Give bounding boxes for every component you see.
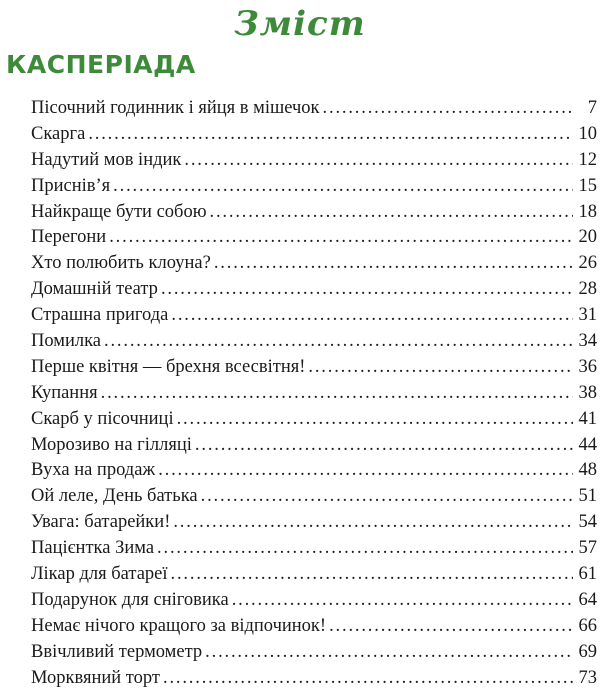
toc-entry bbox=[31, 253, 597, 279]
toc-entry-title: Вуха на продаж bbox=[31, 460, 156, 481]
dot-leader bbox=[171, 564, 573, 585]
toc-entry-page-number: 57 bbox=[578, 538, 597, 559]
toc-entry bbox=[31, 435, 597, 461]
toc-entry-title: Лікар для батареї bbox=[31, 564, 168, 585]
toc-entry-title: Домашній театр bbox=[31, 279, 158, 300]
toc-entry bbox=[31, 124, 597, 150]
toc-entry-page-number: 7 bbox=[587, 98, 597, 118]
toc-entry bbox=[31, 227, 597, 253]
toc-entry-title: Надутий мов індик bbox=[31, 149, 182, 170]
toc-entry-title: Страшна пригода bbox=[31, 305, 169, 326]
toc-entry-title: Подарунок для сніговика bbox=[31, 589, 229, 610]
dot-leader bbox=[163, 668, 573, 689]
toc-entry-page-number: 26 bbox=[578, 253, 597, 274]
toc-entry bbox=[31, 357, 597, 383]
dot-leader bbox=[308, 357, 573, 378]
dot-leader bbox=[329, 616, 573, 637]
toc-entry-title: Пацієнтка Зима bbox=[31, 538, 155, 559]
toc-entry bbox=[31, 409, 597, 435]
toc-entry-title: Ой леле, День батька bbox=[31, 486, 198, 507]
toc-entry-page-number: 38 bbox=[578, 382, 597, 403]
toc-entry-page-number: 36 bbox=[578, 356, 597, 377]
toc-entry-page-number: 41 bbox=[578, 408, 597, 429]
toc-entry-page-number: 34 bbox=[578, 331, 597, 352]
toc-entry-title: Немає нічого кращого за відпочинок! bbox=[31, 615, 327, 636]
toc-entry bbox=[31, 279, 597, 305]
toc-entry-title: Перегони bbox=[31, 227, 107, 248]
dot-leader bbox=[232, 590, 573, 611]
toc-entry bbox=[31, 305, 597, 331]
toc-entry-page-number: 64 bbox=[578, 589, 597, 610]
dot-leader bbox=[158, 460, 573, 481]
toc-entry-page-number: 28 bbox=[578, 279, 597, 300]
toc-entry-page-number: 31 bbox=[578, 305, 597, 326]
dot-leader bbox=[210, 202, 573, 223]
dot-leader bbox=[109, 227, 573, 248]
dot-leader bbox=[173, 512, 573, 533]
toc-entry bbox=[31, 202, 597, 228]
toc-entry-page-number: 18 bbox=[578, 201, 597, 222]
toc-entry-page-number: 66 bbox=[578, 615, 597, 636]
page-title: Зміст bbox=[234, 4, 366, 44]
dot-leader bbox=[157, 538, 573, 559]
toc-entry bbox=[31, 564, 597, 590]
toc-entry bbox=[31, 460, 597, 486]
toc-entry-title: Морозиво на гілляці bbox=[31, 434, 192, 455]
dot-leader bbox=[161, 279, 573, 300]
section-title: КАСПЕРІАДА bbox=[6, 50, 196, 79]
toc-list bbox=[31, 98, 597, 693]
toc-entry bbox=[31, 642, 597, 668]
toc-entry-title: Купання bbox=[31, 382, 98, 403]
toc-entry-title: Пісочний годинник і яйця в мішечок bbox=[31, 98, 320, 118]
toc-entry bbox=[31, 383, 597, 409]
toc-entry-title: Морквяний торт bbox=[31, 667, 160, 688]
toc-entry bbox=[31, 616, 597, 642]
toc-entry-page-number: 54 bbox=[578, 512, 597, 533]
dot-leader bbox=[205, 642, 573, 663]
toc-entry-page-number: 61 bbox=[578, 564, 597, 585]
toc-entry-title: Хто полюбить клоуна? bbox=[31, 253, 211, 274]
toc-entry-page-number: 10 bbox=[578, 123, 597, 144]
dot-leader bbox=[323, 98, 573, 119]
toc-entry-page-number: 15 bbox=[578, 175, 597, 196]
dot-leader bbox=[177, 409, 573, 430]
toc-entry bbox=[31, 98, 597, 124]
toc-entry-page-number: 12 bbox=[578, 149, 597, 170]
toc-entry-page-number: 69 bbox=[578, 641, 597, 662]
toc-entry-page-number: 48 bbox=[578, 460, 597, 481]
toc-entry-title: Скарб у пісочниці bbox=[31, 408, 174, 429]
toc-entry bbox=[31, 331, 597, 357]
toc-entry-page-number: 20 bbox=[578, 227, 597, 248]
dot-leader bbox=[113, 176, 573, 197]
toc-entry bbox=[31, 590, 597, 616]
toc-entry bbox=[31, 150, 597, 176]
toc-entry-page-number: 51 bbox=[578, 486, 597, 507]
toc-entry-title: Приснів’я bbox=[31, 175, 111, 196]
toc-entry-page-number: 44 bbox=[578, 434, 597, 455]
toc-entry-title: Помилка bbox=[31, 331, 102, 352]
toc-entry-title: Скарга bbox=[31, 123, 86, 144]
dot-leader bbox=[101, 383, 573, 404]
toc-entry bbox=[31, 176, 597, 202]
toc-entry bbox=[31, 668, 597, 693]
dot-leader bbox=[171, 305, 573, 326]
toc-entry bbox=[31, 486, 597, 512]
toc-entry-title: Найкраще бути собою bbox=[31, 201, 207, 222]
toc-entry-title: Перше квітня — брехня всесвітня! bbox=[31, 356, 306, 377]
dot-leader bbox=[201, 486, 573, 507]
toc-entry bbox=[31, 512, 597, 538]
dot-leader bbox=[195, 435, 573, 456]
toc-entry-page-number: 73 bbox=[578, 667, 597, 688]
dot-leader bbox=[104, 331, 573, 352]
dot-leader bbox=[214, 253, 573, 274]
toc-entry-title: Ввічливий термометр bbox=[31, 641, 203, 662]
dot-leader bbox=[184, 150, 573, 171]
toc-entry bbox=[31, 538, 597, 564]
dot-leader bbox=[88, 124, 573, 145]
toc-entry-title: Увага: батарейки! bbox=[31, 512, 171, 533]
